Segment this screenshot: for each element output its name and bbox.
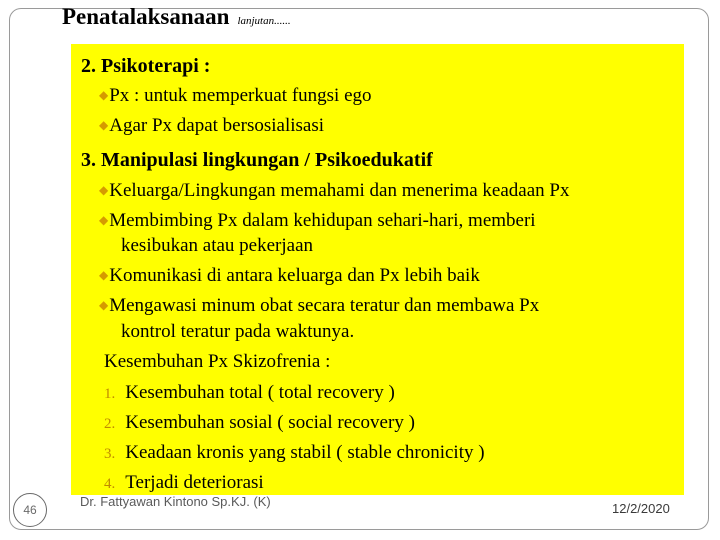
footer-date: 12/2/2020 bbox=[612, 501, 670, 516]
section-heading-psikoterapi: 2. Psikoterapi : bbox=[81, 55, 211, 77]
bullet-item: ◆Mengawasi minum obat secara teratur dan membawa Px bbox=[99, 295, 540, 316]
diamond-bullet-icon: ◆ bbox=[99, 183, 109, 197]
bullet-continuation: kontrol teratur pada waktunya. bbox=[121, 321, 355, 342]
bullet-item: ◆Membimbing Px dalam kehidupan sehari-hari, memberi bbox=[99, 210, 536, 231]
list-item: 2. Kesembuhan sosial ( social recovery ) bbox=[104, 412, 415, 433]
bullet-item: ◆Keluarga/Lingkungan memahami dan menerima keadaan Px bbox=[99, 180, 570, 201]
bullet-item: ◆Komunikasi di antara keluarga dan Px lebih baik bbox=[99, 265, 480, 286]
content-box bbox=[71, 44, 684, 495]
footer-author: Dr. Fattyawan Kintono Sp.KJ. (K) bbox=[80, 494, 271, 509]
diamond-bullet-icon: ◆ bbox=[99, 213, 109, 227]
diamond-bullet-icon: ◆ bbox=[99, 268, 109, 282]
diamond-bullet-icon: ◆ bbox=[99, 118, 109, 132]
page-subtitle: lanjutan...... bbox=[237, 15, 291, 27]
list-item: 3. Keadaan kronis yang stabil ( stable chronicity ) bbox=[104, 442, 485, 463]
slide-title bbox=[62, 4, 291, 30]
bullet-item: ◆Px : untuk memperkuat fungsi ego bbox=[99, 85, 372, 106]
recovery-heading: Kesembuhan Px Skizofrenia : bbox=[104, 351, 331, 372]
section-heading-manipulasi: 3. Manipulasi lingkungan / Psikoedukatif bbox=[81, 149, 433, 171]
page-number-badge: 46 bbox=[13, 493, 47, 527]
diamond-bullet-icon: ◆ bbox=[99, 298, 109, 312]
bullet-continuation: kesibukan atau pekerjaan bbox=[121, 235, 314, 256]
list-item: 1. Kesembuhan total ( total recovery ) bbox=[104, 382, 395, 403]
page-title: Penatalaksanaan bbox=[62, 4, 230, 29]
diamond-bullet-icon: ◆ bbox=[99, 88, 109, 102]
bullet-item: ◆Agar Px dapat bersosialisasi bbox=[99, 115, 324, 136]
list-item: 4. Terjadi deteriorasi bbox=[104, 472, 264, 493]
